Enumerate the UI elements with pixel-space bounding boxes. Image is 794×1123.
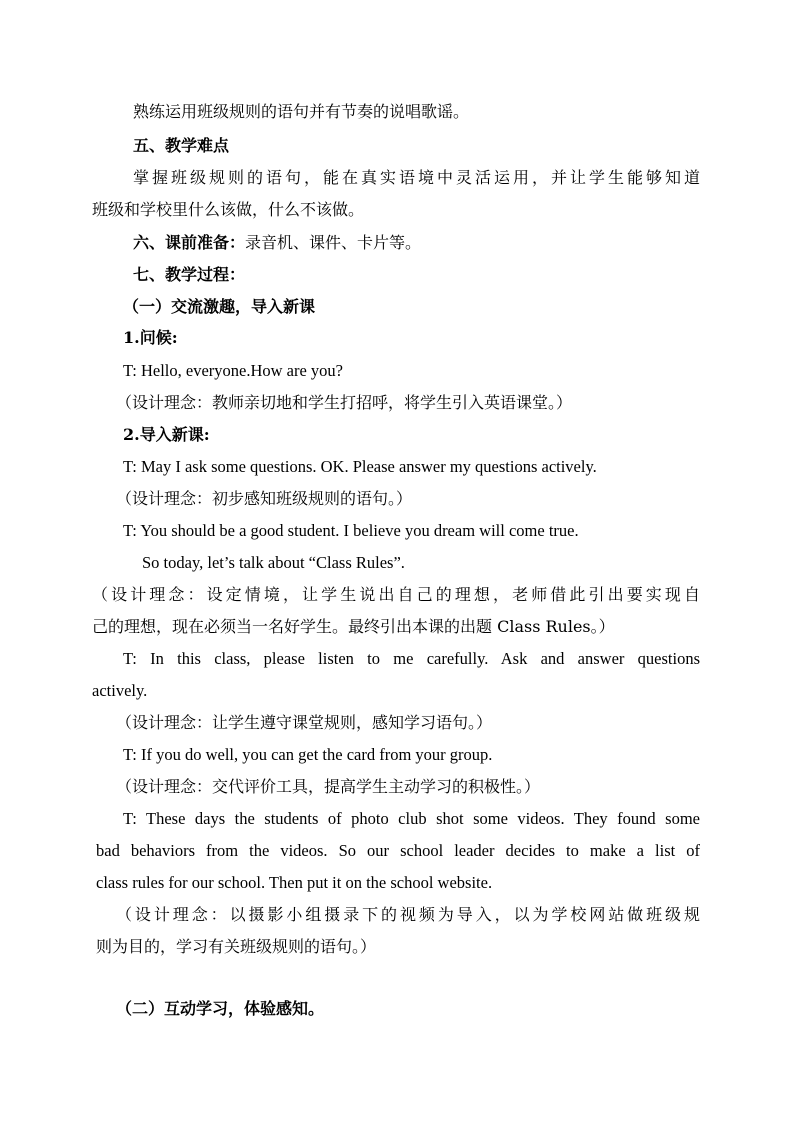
design-note: （设计理念：设定情境，让学生说出自己的理想，老师借此引出要实现自 — [92, 585, 700, 604]
section-heading-6 — [133, 233, 421, 253]
design-note: （设计理念：以摄影小组摄录下的视频为导入，以为学校网站做班级规 — [116, 905, 700, 924]
section-label: 六、课前准备： — [133, 233, 246, 252]
step-heading-1: 1.问候: — [123, 328, 178, 347]
dialogue-line: So today, let’s talk about “Class Rules”. — [142, 553, 405, 572]
dialogue-line: T: These days the students of photo club shot some videos. They found some — [123, 809, 700, 828]
dialogue-line: actively. — [92, 681, 148, 700]
step-heading-2: 2.导入新课: — [123, 425, 210, 444]
dialogue-line: bad behaviors from the videos. So our school leader decides to make a list of — [96, 841, 700, 860]
text-line: 熟练运用班级规则的语句并有节奏的说唱歌谣。 — [133, 102, 470, 121]
design-note: 则为目的，学习有关班级规则的语句。） — [96, 937, 377, 956]
subsection-heading-2: （二）互动学习，体验感知。 — [116, 999, 325, 1018]
section-text: 录音机、课件、卡片等。 — [245, 233, 422, 252]
dialogue-line: T: Hello, everyone.How are you? — [123, 361, 344, 380]
design-note: （设计理念：交代评价工具，提高学生主动学习的积极性。） — [116, 777, 541, 796]
dialogue-line: T: In this class, please listen to me carefully. Ask and answer questions — [123, 649, 700, 668]
text-line: 掌握班级规则的语句，能在真实语境中灵活运用，并让学生能够知道 — [133, 168, 700, 187]
design-note: （设计理念：初步感知班级规则的语句。） — [116, 489, 413, 508]
section-heading-7: 七、教学过程： — [133, 265, 246, 284]
dialogue-line: class rules for our school. Then put it on the school website. — [96, 873, 493, 892]
dialogue-line: T: May I ask some questions. OK. Please answer my questions actively. — [123, 457, 597, 476]
text-line: 班级和学校里什么该做，什么不该做。 — [92, 200, 365, 219]
section-heading-5: 五、教学难点 — [133, 136, 230, 155]
dialogue-line: T: If you do well, you can get the card from your group. — [123, 745, 493, 764]
dialogue-line: T: You should be a good student. I believe you dream will come true. — [123, 521, 579, 540]
design-note: （设计理念：让学生遵守课堂规则，感知学习语句。） — [116, 713, 493, 732]
design-note: 己的理想，现在必须当一名好学生。最终引出本课的出题 Class Rules。） — [92, 617, 615, 636]
subsection-heading-1: （一）交流激趣，导入新课 — [123, 297, 316, 316]
design-note: （设计理念：教师亲切地和学生打招呼，将学生引入英语课堂。） — [116, 393, 573, 412]
